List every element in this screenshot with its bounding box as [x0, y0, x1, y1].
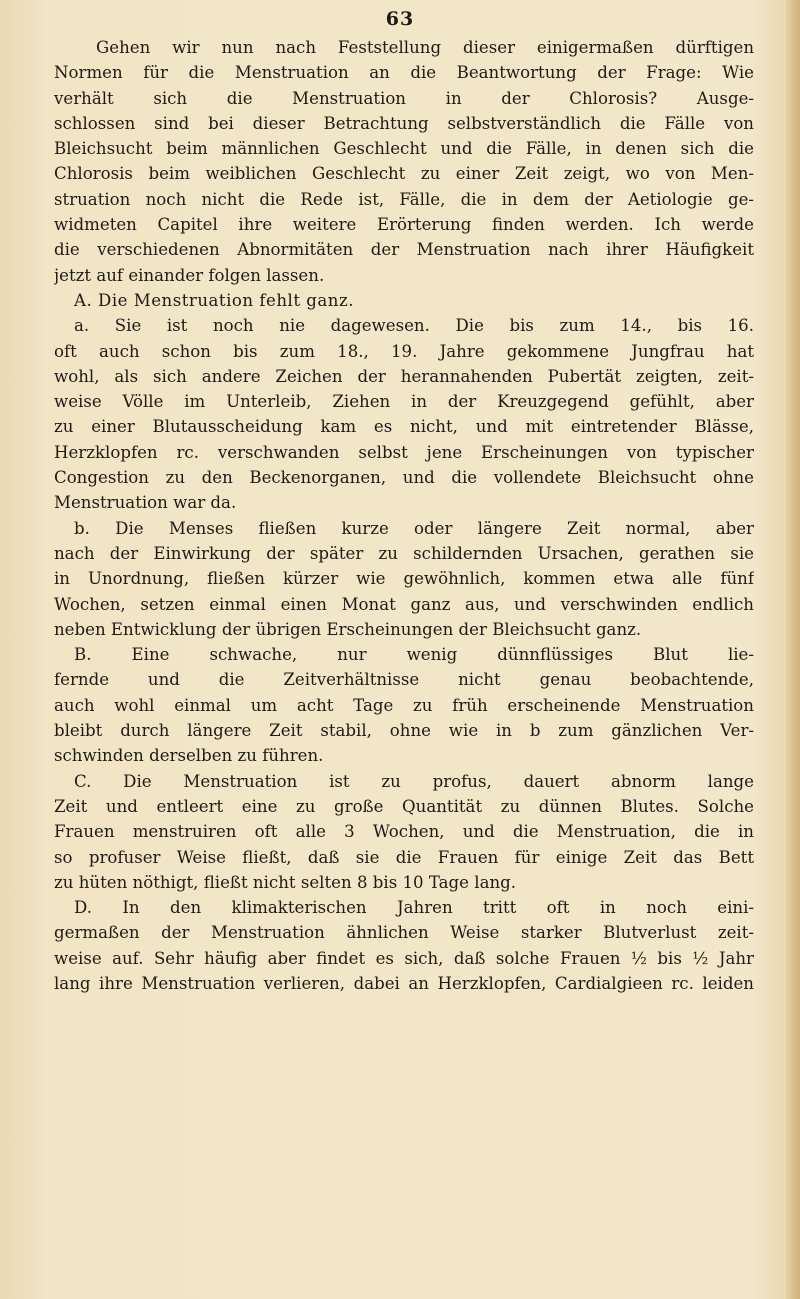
text-line: jetzt auf einander folgen lassen. — [54, 265, 325, 285]
text-line: Menstruation war da. — [54, 493, 237, 513]
text-line: lang ihre Menstruation verlieren, dabei an Herzklopfen, Cardialgieen rc. leiden — [54, 973, 754, 993]
text-line: verhält sich die Menstruation in der Chlorosis? Ausge- — [54, 88, 754, 108]
text-line: Herzklopfen rc. verschwanden selbst jene Erscheinungen von typischer — [54, 442, 754, 462]
text-line: B. Eine schwache, nur wenig dünnflüssiges Blut lie- — [74, 645, 754, 665]
text-line: so profuser Weise fließt, daß sie die Frauen für einige Zeit das Bett — [54, 847, 754, 867]
text-line: Wochen, setzen einmal einen Monat ganz aus, und verschwinden endlich — [54, 594, 754, 614]
page-edge-shadow — [786, 0, 800, 1299]
text-line: bleibt durch längere Zeit stabil, ohne wie in b zum gänzlichen Ver- — [54, 721, 754, 741]
text-line: germaßen der Menstruation ähnlichen Weise starker Blutverlust zeit- — [54, 923, 754, 943]
text-line: schwinden derselben zu führen. — [54, 746, 324, 766]
text-line: weise Völle im Unterleib, Ziehen in der Kreuzgegend gefühlt, aber — [54, 392, 754, 412]
text-line: Zeit und entleert eine zu große Quantität zu dünnen Blutes. Solche — [54, 796, 754, 816]
text-line: widmeten Capitel ihre weitere Erörterung finden werden. Ich werde — [54, 215, 754, 235]
text-line: b. Die Menses fließen kurze oder längere Zeit normal, aber — [74, 518, 754, 538]
text-line: wohl, als sich andere Zeichen der herannahenden Pubertät zeigten, zeit- — [54, 366, 754, 386]
text-line: neben Entwicklung der übrigen Erscheinungen der Bleichsucht ganz. — [54, 619, 642, 639]
text-line: nach der Einwirkung der später zu schildernden Ursachen, gerathen sie — [54, 543, 754, 563]
text-line: Congestion zu den Beckenorganen, und die vollendete Bleichsucht ohne — [54, 468, 754, 488]
text-line: C. Die Menstruation ist zu profus, dauert abnorm lange — [74, 771, 754, 791]
text-line: A. Die Menstruation fehlt ganz. — [74, 290, 354, 310]
text-line: struation noch nicht die Rede ist, Fälle, die in dem der Aetiologie ge- — [54, 189, 754, 209]
text-line: die verschiedenen Abnormitäten der Menstruation nach ihrer Häufigkeit — [54, 240, 754, 260]
text-line: zu einer Blutausscheidung kam es nicht, und mit eintretender Blässe, — [54, 417, 754, 437]
text-line: zu hüten nöthigt, fließt nicht selten 8 bis 10 Tage lang. — [54, 872, 517, 892]
body-text — [54, 35, 754, 996]
text-line: schlossen sind bei dieser Betrachtung selbstverständlich die Fälle von — [54, 113, 754, 133]
text-line: weise auf. Sehr häufig aber findet es sich, daß solche Frauen ½ bis ½ Jahr — [54, 948, 754, 968]
text-line: in Unordnung, fließen kürzer wie gewöhnlich, kommen etwa alle fünf — [54, 569, 754, 589]
text-line: oft auch schon bis zum 18., 19. Jahre gekommene Jungfrau hat — [54, 341, 754, 361]
text-line: Frauen menstruiren oft alle 3 Wochen, und die Menstruation, die in — [54, 822, 754, 842]
text-line: fernde und die Zeitverhältnisse nicht genau beobachtende, — [54, 670, 754, 690]
text-line: D. In den klimakterischen Jahren tritt oft in noch eini- — [74, 898, 754, 918]
text-line: Gehen wir nun nach Feststellung dieser einigermaßen dürftigen — [96, 38, 754, 57]
text-line: a. Sie ist noch nie dagewesen. Die bis zum 14., bis 16. — [74, 316, 754, 336]
text-line: Chlorosis beim weiblichen Geschlecht zu einer Zeit zeigt, wo von Men- — [54, 164, 754, 184]
text-line: Normen für die Menstruation an die Beantwortung der Frage: Wie — [54, 63, 754, 83]
page-number: 63 — [385, 8, 415, 30]
text-line: Bleichsucht beim männlichen Geschlecht und die Fälle, in denen sich die — [54, 139, 754, 159]
text-line: auch wohl einmal um acht Tage zu früh erscheinende Menstruation — [54, 695, 754, 715]
